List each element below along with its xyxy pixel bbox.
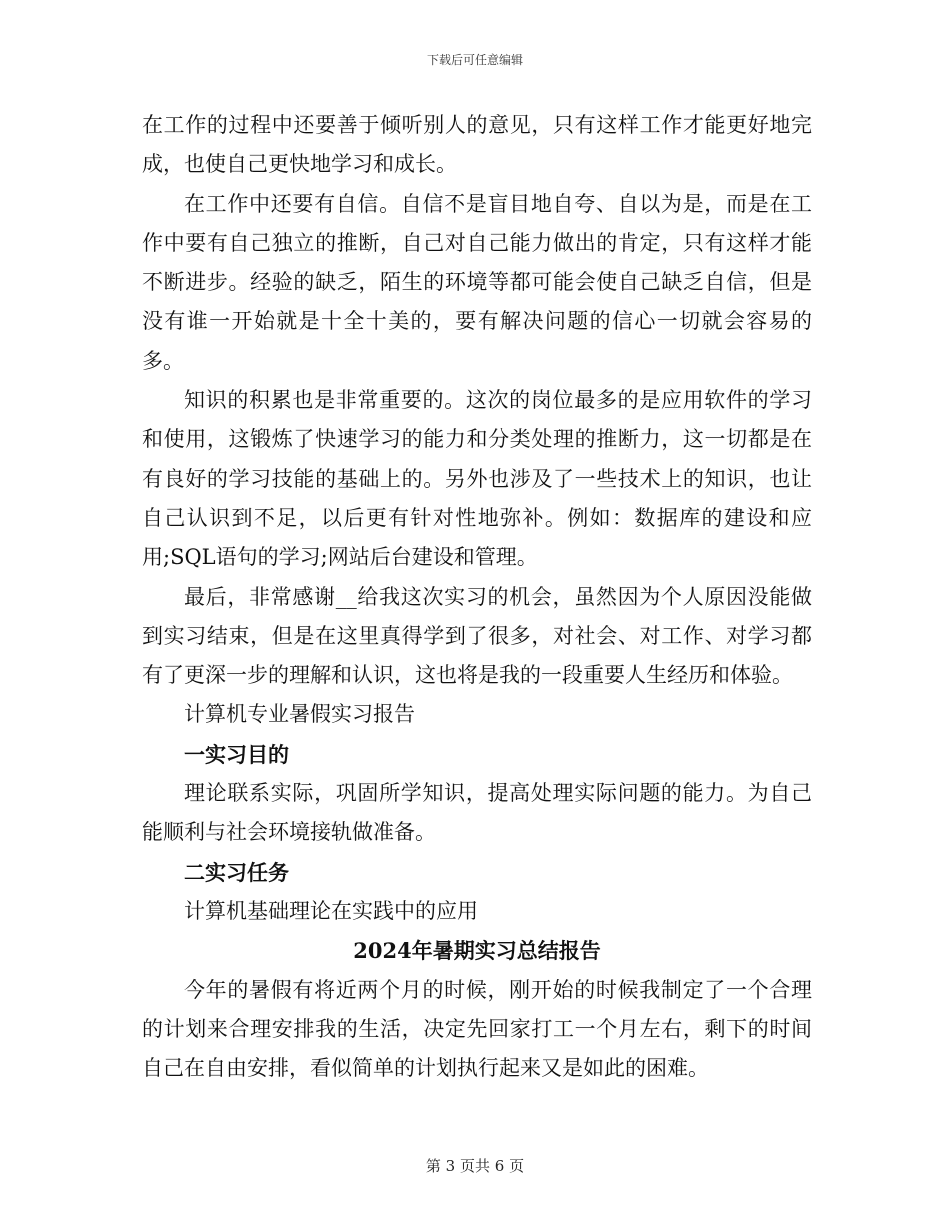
body-paragraph: 计算机基础理论在实践中的应用 bbox=[184, 898, 478, 923]
body-paragraph: 在工作的过程中还要善于倾听别人的意见，只有这样工作才能更好地完成，也使自己更快地学习和成长。 bbox=[142, 113, 812, 177]
body-paragraph: 理论联系实际，巩固所学知识，提高处理实际问题的能力。为自己能顺利与社会环境接轨做准备。 bbox=[142, 781, 812, 845]
section-heading: 二实习任务 bbox=[184, 859, 289, 885]
body-paragraph: 在工作中还要有自信。自信不是盲目地自夸、自以为是，而是在工作中要有自己独立的推断，自己对自己能力做出的肯定，只有这样才能不断进步。经验的缺乏，陌生的环境等都可能会使自己缺乏自信，但是没有谁一开始就是十全十美的，要有解决问题的信心一切就会容易的多。 bbox=[142, 191, 812, 373]
report-subtitle: 计算机专业暑假实习报告 bbox=[184, 702, 415, 727]
page-header: 下载后可任意编辑 bbox=[426, 53, 523, 67]
page-footer: 第 3 页共 6 页 bbox=[425, 1157, 525, 1175]
section-heading: 一实习目的 bbox=[184, 741, 289, 767]
document-body bbox=[142, 106, 812, 1088]
body-paragraph: 最后，非常感谢__给我这次实习的机会，虽然因为个人原因没能做到实习结束，但是在这里真得学到了很多，对社会、对工作、对学习都有了更深一步的理解和认识，这也将是我的一段重要人生经历和体验。 bbox=[142, 584, 812, 688]
report-title: 2024年暑期实习总结报告 bbox=[353, 938, 601, 964]
body-paragraph: 知识的积累也是非常重要的。这次的岗位最多的是应用软件的学习和使用，这锻炼了快速学习的能力和分类处理的推断力，这一切都是在有良好的学习技能的基础上的。另外也涉及了一些技术上的知识，也让自己认识到不足，以后更有针对性地弥补。例如：数据库的建设和应用;SQL语句的学习;网站后台建设和管理。 bbox=[142, 388, 812, 570]
body-paragraph: 今年的暑假有将近两个月的时候，刚开始的时候我制定了一个合理的计划来合理安排我的生活，决定先回家打工一个月左右，剩下的时间自己在自由安排，看似简单的计划执行起来又是如此的困难。 bbox=[142, 977, 812, 1081]
